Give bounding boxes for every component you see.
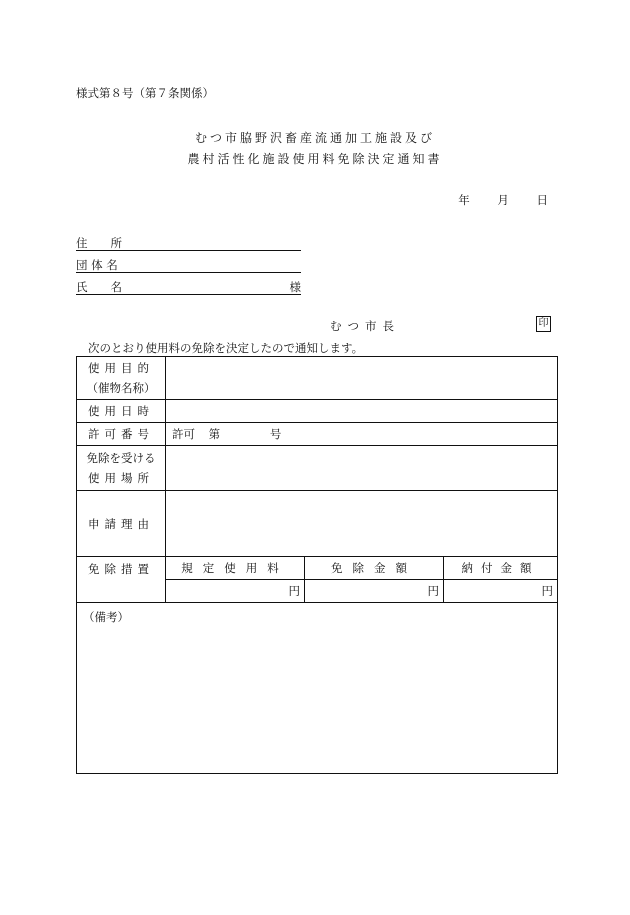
group-name-field: [76, 258, 301, 273]
exempt-header: 免除金額: [305, 557, 444, 580]
purpose-value: [166, 357, 558, 400]
permit-dai: 第: [208, 427, 221, 441]
table-row-datetime: [77, 400, 558, 423]
measure-label: 免除措置: [77, 557, 166, 603]
notes-cell: [77, 603, 558, 774]
permit-label: 許可番号: [77, 423, 166, 446]
exempt-yen: 円: [305, 580, 444, 603]
reason-label: 申請理由: [77, 491, 166, 557]
place-label-1: 免除を受ける: [86, 451, 156, 465]
date-month: 月: [497, 193, 509, 207]
purpose-label: 使用目的: [88, 361, 154, 375]
date-year: 年: [458, 193, 470, 207]
intro-text: 次のとおり使用料の免除を決定したので通知します。: [88, 341, 364, 355]
datetime-label: 使用日時: [77, 400, 166, 423]
address-field: [76, 236, 301, 251]
person-name-label: 氏 名: [76, 280, 122, 294]
document-title-line-1: むつ市脇野沢畜産流通加工施設及び: [194, 131, 435, 145]
place-value: [166, 446, 558, 491]
table-row-notes: [77, 603, 558, 774]
purpose-label-cell: [77, 357, 166, 400]
permit-value: [166, 423, 558, 446]
permit-go: 号: [269, 427, 282, 441]
place-label-cell: [77, 446, 166, 491]
address-label: 住 所: [76, 236, 122, 250]
table-row-permit: [77, 423, 558, 446]
permit-prefix: 許可: [172, 427, 195, 441]
purpose-sub-label: （催物名称）: [86, 381, 156, 395]
place-label-2: 使用場所: [88, 471, 154, 485]
honorific: 様: [289, 280, 301, 294]
date-line: [434, 192, 548, 208]
reason-value: [166, 491, 558, 557]
table-row-purpose: [77, 357, 558, 400]
table-row-place: [77, 446, 558, 491]
date-day: 日: [536, 193, 548, 207]
pay-yen: 円: [444, 580, 558, 603]
datetime-value: [166, 400, 558, 423]
group-name-label: 団 体 名: [76, 258, 118, 272]
fee-header: 規定使用料: [166, 557, 305, 580]
form-number: 様式第８号（第７条関係）: [76, 86, 214, 100]
table-row-measure-header: [77, 557, 558, 580]
exemption-table: [76, 356, 558, 774]
document-title-line-2: 農村活性化施設使用料免除決定通知書: [187, 152, 443, 166]
table-row-reason: [77, 491, 558, 557]
issuer-title: むつ市長: [330, 319, 400, 333]
person-name-field: [76, 280, 301, 295]
notes-label: （備考）: [83, 610, 129, 624]
fee-yen: 円: [166, 580, 305, 603]
pay-header: 納付金額: [444, 557, 558, 580]
seal-mark: 印: [536, 316, 551, 332]
